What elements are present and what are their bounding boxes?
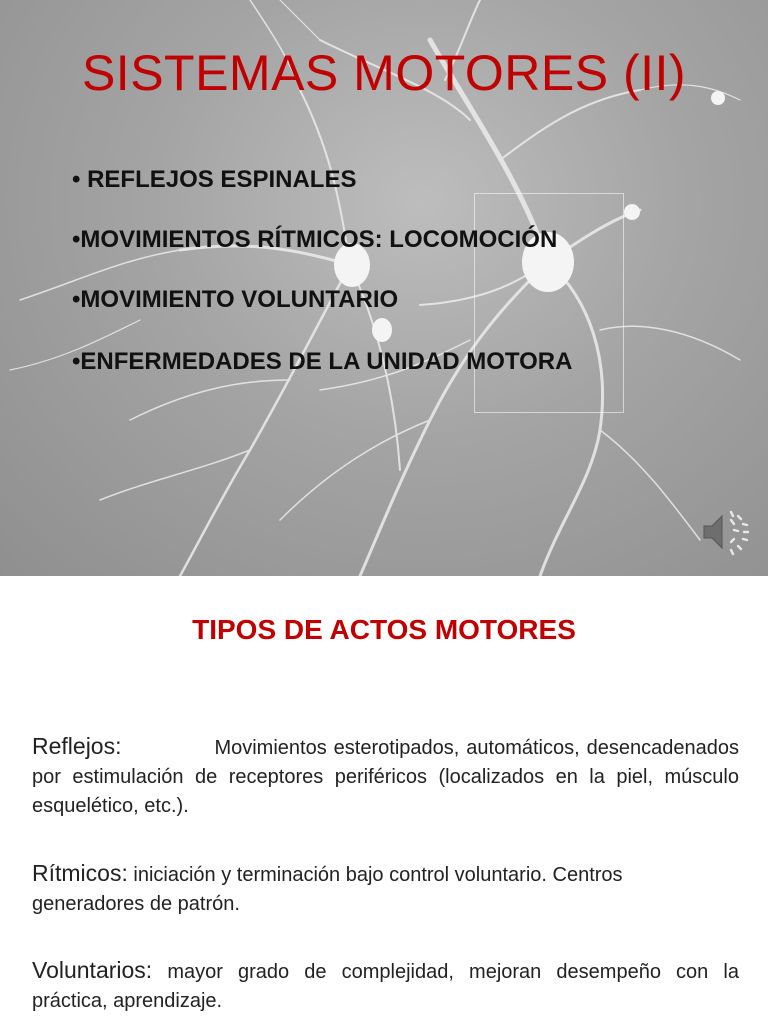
definition-text: iniciación y terminación bajo control voluntario. Centros generadores de patrón. — [32, 864, 623, 915]
slide-2 — [0, 576, 768, 1024]
speaker-icon[interactable] — [700, 506, 752, 558]
bullet-item: •MOVIMIENTO VOLUNTARIO — [72, 286, 399, 313]
slide-title: SISTEMAS MOTORES (II) — [81, 45, 687, 101]
definition-voluntarios — [32, 956, 739, 1016]
definition-text: Movimientos esterotipados, automáticos, desencadenados por estimulación de receptores periféricos (localizados en la piel, músculo esquelético, etc.). — [32, 737, 739, 817]
definition-reflejos — [32, 732, 739, 821]
bullet-item: •MOVIMIENTOS RÍTMICOS: LOCOMOCIÓN — [72, 226, 558, 253]
definition-text: mayor grado de complejidad, mejoran desempeño con la práctica, aprendizaje. — [32, 961, 739, 1012]
slide-title: TIPOS DE ACTOS MOTORES — [192, 614, 576, 645]
term-label: Reflejos: — [32, 733, 122, 759]
term-label: Voluntarios: — [32, 957, 153, 983]
bullet-item: •ENFERMEDADES DE LA UNIDAD MOTORA — [72, 348, 573, 375]
bullet-item: • REFLEJOS ESPINALES — [72, 166, 357, 193]
term-label: Rítmicos: — [32, 860, 128, 886]
definition-ritmicos — [32, 859, 739, 919]
